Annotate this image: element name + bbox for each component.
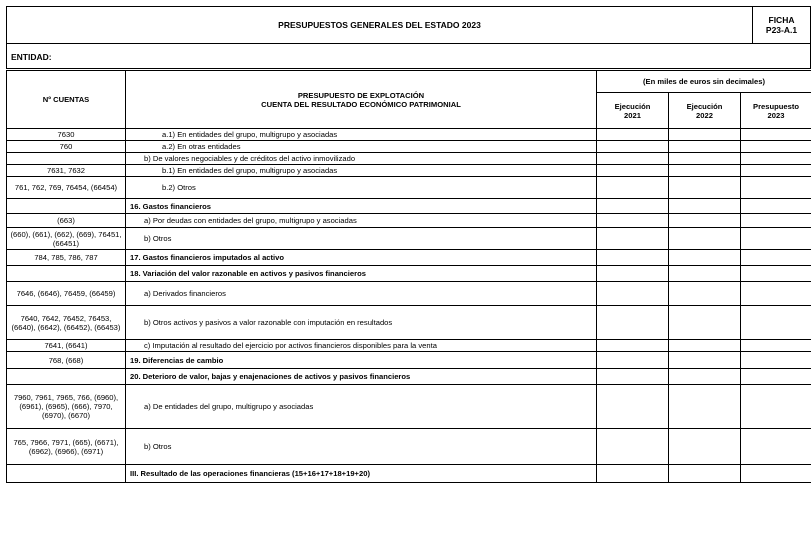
account-cell: 7631, 7632 <box>7 165 126 177</box>
value-cell-ejecucion-2021[interactable] <box>597 129 669 141</box>
account-cell: 7630 <box>7 129 126 141</box>
document-title <box>6 6 753 44</box>
value-cell-ejecucion-2022[interactable] <box>669 228 741 250</box>
concept-cell: b) Otros <box>126 429 597 465</box>
entidad-field <box>6 44 811 69</box>
col-header-cuentas: Nº CUENTAS <box>7 71 126 129</box>
concept-cell: 20. Deterioro de valor, bajas y enajenaciones de activos y pasivos financieros <box>126 369 597 385</box>
concept-cell: III. Resultado de las operaciones financieras (15+16+17+18+19+20) <box>126 465 597 483</box>
table-row <box>7 306 811 340</box>
col-header-ejecucion-2022 <box>669 93 741 129</box>
table-body <box>7 129 811 483</box>
units-header: (En miles de euros sin decimales) <box>597 71 811 93</box>
value-cell-presupuesto-2023[interactable] <box>741 465 811 483</box>
value-cell-presupuesto-2023[interactable] <box>741 214 811 228</box>
value-cell-ejecucion-2022[interactable] <box>669 250 741 266</box>
table-row <box>7 153 811 165</box>
table-row <box>7 352 811 369</box>
table-row <box>7 429 811 465</box>
table-row <box>7 141 811 153</box>
ficha-code: P23-A.1 <box>765 25 798 35</box>
value-cell-ejecucion-2022[interactable] <box>669 352 741 369</box>
concept-cell: b.1) En entidades del grupo, multigrupo y asociadas <box>126 165 597 177</box>
value-cell-presupuesto-2023[interactable] <box>741 228 811 250</box>
concepto-line2: CUENTA DEL RESULTADO ECONÓMICO PATRIMONIAL <box>261 99 461 109</box>
value-cell-ejecucion-2022[interactable] <box>669 266 741 282</box>
value-cell-ejecucion-2021[interactable] <box>597 141 669 153</box>
value-cell-ejecucion-2022[interactable] <box>669 282 741 306</box>
value-cell-ejecucion-2021[interactable] <box>597 199 669 214</box>
entidad-label: ENTIDAD: <box>11 52 52 62</box>
account-cell: 761, 762, 769, 76454, (66454) <box>7 177 126 199</box>
table-row <box>7 250 811 266</box>
value-cell-ejecucion-2022[interactable] <box>669 165 741 177</box>
value-cell-presupuesto-2023[interactable] <box>741 250 811 266</box>
concept-cell: 16. Gastos financieros <box>126 199 597 214</box>
concept-cell: 17. Gastos financieros imputados al activo <box>126 250 597 266</box>
table-row <box>7 199 811 214</box>
value-cell-ejecucion-2021[interactable] <box>597 340 669 352</box>
value-cell-ejecucion-2022[interactable] <box>669 385 741 429</box>
value-cell-ejecucion-2021[interactable] <box>597 214 669 228</box>
value-cell-ejecucion-2021[interactable] <box>597 429 669 465</box>
account-cell: (663) <box>7 214 126 228</box>
value-cell-presupuesto-2023[interactable] <box>741 306 811 340</box>
value-cell-ejecucion-2022[interactable] <box>669 369 741 385</box>
table-row <box>7 385 811 429</box>
table-row <box>7 129 811 141</box>
account-cell: 768, (668) <box>7 352 126 369</box>
value-cell-presupuesto-2023[interactable] <box>741 282 811 306</box>
concept-cell: 18. Variación del valor razonable en activos y pasivos financieros <box>126 266 597 282</box>
value-cell-ejecucion-2021[interactable] <box>597 352 669 369</box>
col-header-presupuesto-2023 <box>741 93 811 129</box>
value-cell-ejecucion-2021[interactable] <box>597 153 669 165</box>
value-cell-ejecucion-2021[interactable] <box>597 165 669 177</box>
value-cell-ejecucion-2021[interactable] <box>597 369 669 385</box>
value-cell-ejecucion-2022[interactable] <box>669 129 741 141</box>
value-cell-presupuesto-2023[interactable] <box>741 165 811 177</box>
value-cell-presupuesto-2023[interactable] <box>741 385 811 429</box>
account-cell <box>7 153 126 165</box>
concept-cell: a) Derivados financieros <box>126 282 597 306</box>
value-cell-ejecucion-2021[interactable] <box>597 177 669 199</box>
concept-cell: a) De entidades del grupo, multigrupo y asociadas <box>126 385 597 429</box>
account-cell <box>7 266 126 282</box>
value-cell-presupuesto-2023[interactable] <box>741 153 811 165</box>
table-row <box>7 214 811 228</box>
table-row <box>7 340 811 352</box>
concept-cell: c) Imputación al resultado del ejercicio por activos financieros disponibles para la venta <box>126 340 597 352</box>
concept-cell: 19. Diferencias de cambio <box>126 352 597 369</box>
value-cell-ejecucion-2022[interactable] <box>669 141 741 153</box>
concept-cell: b) Otros activos y pasivos a valor razonable con imputación en resultados <box>126 306 597 340</box>
value-cell-ejecucion-2022[interactable] <box>669 465 741 483</box>
ficha-label: FICHA <box>768 15 795 25</box>
title-text: PRESUPUESTOS GENERALES DEL ESTADO 2023 <box>278 20 481 30</box>
account-cell: 7646, (6646), 76459, (66459) <box>7 282 126 306</box>
value-cell-ejecucion-2021[interactable] <box>597 266 669 282</box>
col1-line1: Ejecución <box>614 101 651 111</box>
concept-cell: b) De valores negociables y de créditos del activo inmovilizado <box>126 153 597 165</box>
account-cell <box>7 369 126 385</box>
value-cell-ejecucion-2021[interactable] <box>597 282 669 306</box>
budget-table <box>6 70 811 483</box>
value-cell-ejecucion-2022[interactable] <box>669 214 741 228</box>
account-cell: 7960, 7961, 7965, 766, (6960), (6961), (6965), (666), 7970, (6970), (6670) <box>7 385 126 429</box>
value-cell-presupuesto-2023[interactable] <box>741 129 811 141</box>
table-row <box>7 266 811 282</box>
col2-line1: Ejecución <box>686 101 723 111</box>
value-cell-ejecucion-2021[interactable] <box>597 465 669 483</box>
ficha-box <box>752 6 811 44</box>
table-row <box>7 177 811 199</box>
table-row <box>7 465 811 483</box>
concept-cell: b.2) Otros <box>126 177 597 199</box>
concept-cell: a) Por deudas con entidades del grupo, multigrupo y asociadas <box>126 214 597 228</box>
value-cell-presupuesto-2023[interactable] <box>741 352 811 369</box>
value-cell-presupuesto-2023[interactable] <box>741 141 811 153</box>
value-cell-presupuesto-2023[interactable] <box>741 369 811 385</box>
col-header-concepto <box>126 71 597 129</box>
account-cell: 765, 7966, 7971, (665), (6671), (6962), (6966), (6971) <box>7 429 126 465</box>
value-cell-presupuesto-2023[interactable] <box>741 429 811 465</box>
value-cell-ejecucion-2021[interactable] <box>597 306 669 340</box>
account-cell <box>7 465 126 483</box>
value-cell-ejecucion-2022[interactable] <box>669 177 741 199</box>
table-row <box>7 228 811 250</box>
value-cell-presupuesto-2023[interactable] <box>741 340 811 352</box>
value-cell-ejecucion-2022[interactable] <box>669 340 741 352</box>
account-cell: (660), (661), (662), (669), 76451, (66451) <box>7 228 126 250</box>
value-cell-ejecucion-2022[interactable] <box>669 429 741 465</box>
account-cell: 760 <box>7 141 126 153</box>
value-cell-presupuesto-2023[interactable] <box>741 199 811 214</box>
col3-line1: Presupuesto <box>753 101 799 111</box>
col-header-ejecucion-2021 <box>597 93 669 129</box>
value-cell-ejecucion-2022[interactable] <box>669 153 741 165</box>
value-cell-ejecucion-2021[interactable] <box>597 228 669 250</box>
concept-cell: a.1) En entidades del grupo, multigrupo y asociadas <box>126 129 597 141</box>
account-cell: 784, 785, 786, 787 <box>7 250 126 266</box>
account-cell: 7641, (6641) <box>7 340 126 352</box>
value-cell-presupuesto-2023[interactable] <box>741 177 811 199</box>
table-row <box>7 369 811 385</box>
table-row <box>7 165 811 177</box>
col1-line2: 2021 <box>624 110 641 120</box>
concepto-line1: PRESUPUESTO DE EXPLOTACIÓN <box>297 90 425 100</box>
value-cell-ejecucion-2022[interactable] <box>669 306 741 340</box>
value-cell-ejecucion-2022[interactable] <box>669 199 741 214</box>
col2-line2: 2022 <box>696 110 713 120</box>
value-cell-ejecucion-2021[interactable] <box>597 385 669 429</box>
value-cell-presupuesto-2023[interactable] <box>741 266 811 282</box>
value-cell-ejecucion-2021[interactable] <box>597 250 669 266</box>
account-cell <box>7 199 126 214</box>
concept-cell: b) Otros <box>126 228 597 250</box>
table-row <box>7 282 811 306</box>
concept-cell: a.2) En otras entidades <box>126 141 597 153</box>
account-cell: 7640, 7642, 76452, 76453, (6640), (6642), (66452), (66453) <box>7 306 126 340</box>
col3-line2: 2023 <box>767 110 785 120</box>
